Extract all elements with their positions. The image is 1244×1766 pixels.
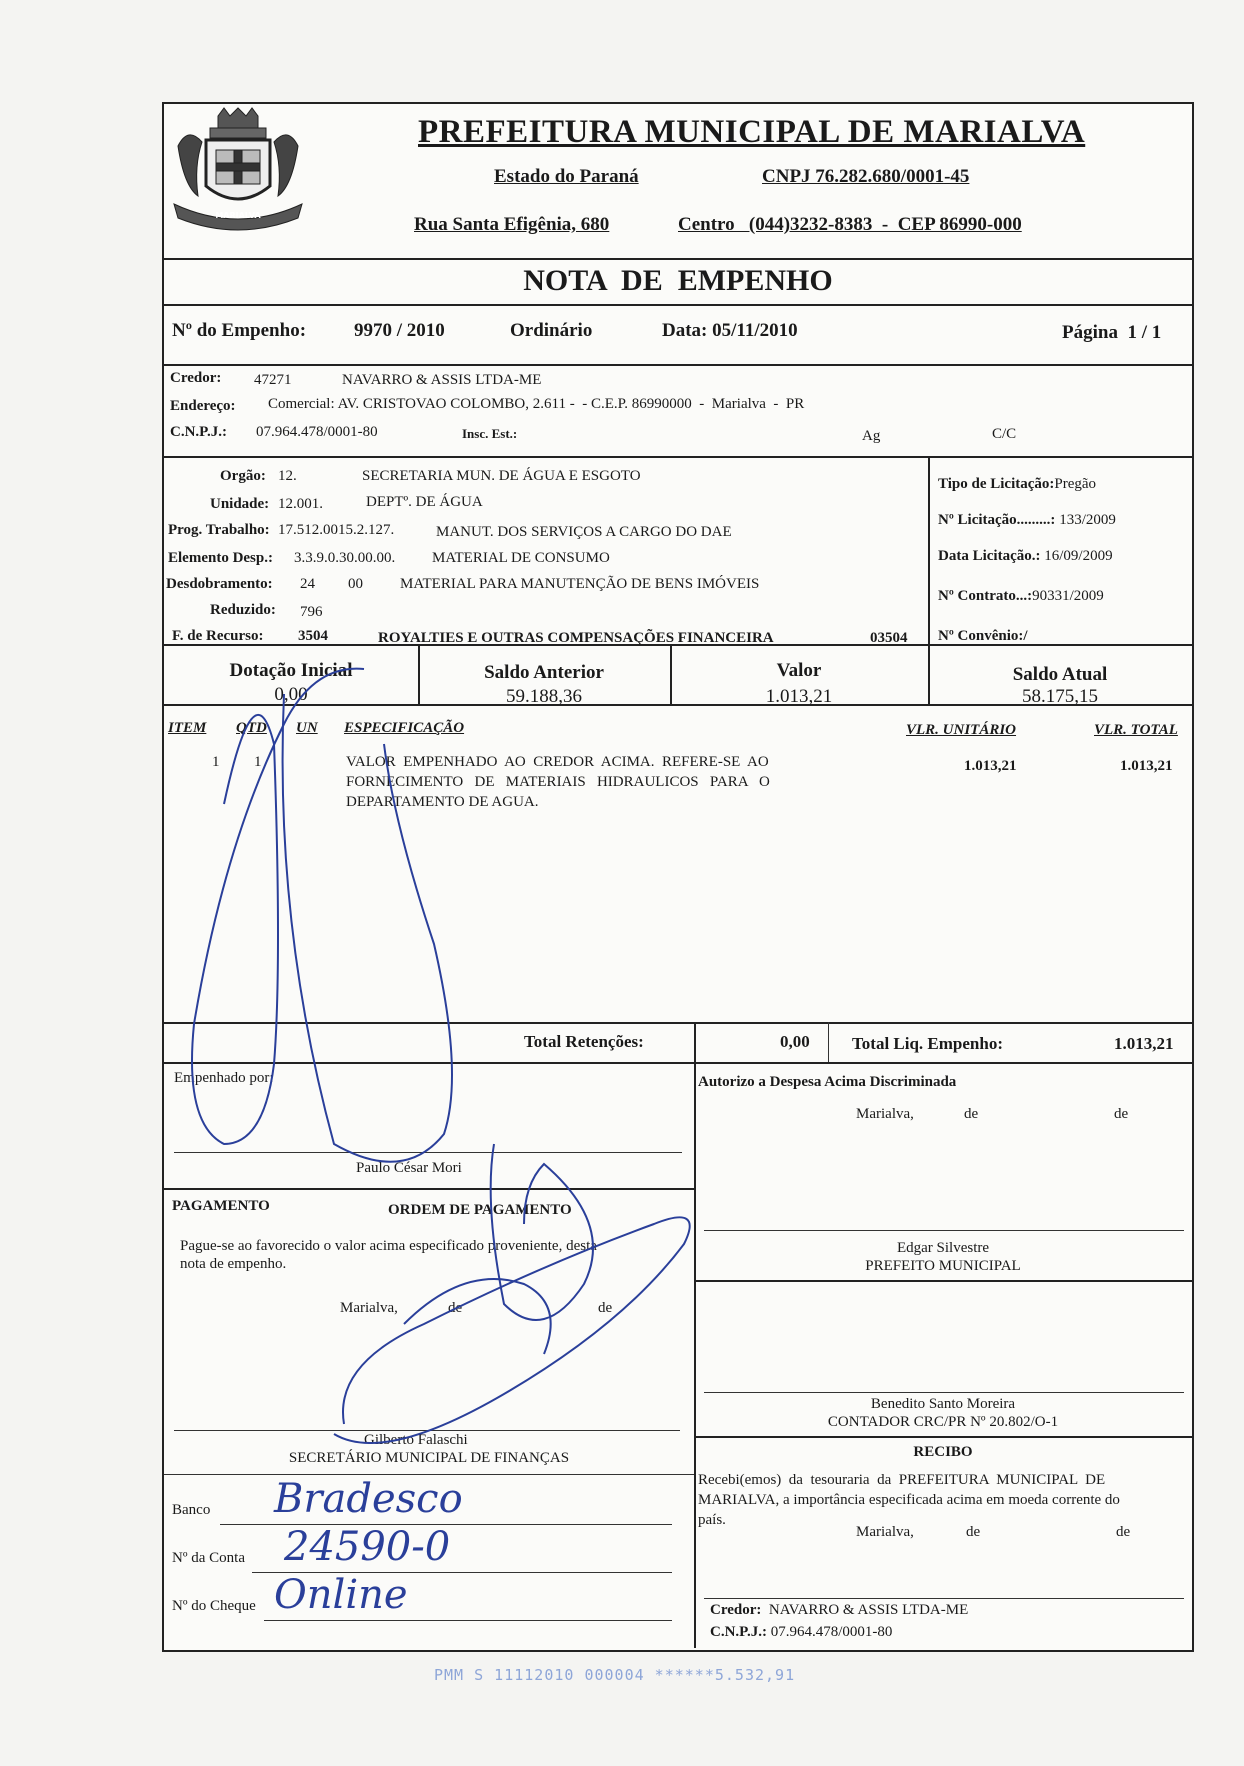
pagamento-de1: de [448,1300,463,1316]
fonte-recurso-code2: 03504 [870,630,908,646]
prefeito-role: PREFEITO MUNICIPAL [865,1258,1021,1274]
row-spec-line2: FORNECIMENTO DE MATERIAIS HIDRAULICOS PARA O [346,774,770,790]
orgao-code: 12. [278,468,297,484]
col-especificacao-header: ESPECIFICAÇÃO [344,720,465,736]
fonte-recurso-code: 3504 [298,628,328,644]
recibo-de2: de [1116,1524,1131,1540]
state-label: Estado do Paraná [494,166,639,187]
banco-handwritten: Bradesco [274,1476,463,1522]
row-vlr-unitario: 1.013,21 [964,758,1017,774]
elemento-desc: MATERIAL DE CONSUMO [432,550,610,566]
secretario-role: SECRETÁRIO MUNICIPAL DE FINANÇAS [288,1450,570,1466]
total-liquido-label: Total Liq. Empenho: [852,1034,1003,1053]
unidade-desc: DEPTº. DE ÁGUA [366,494,483,510]
endereco-label: Endereço: [170,398,236,414]
prog-trabalho-desc: MANUT. DOS SERVIÇOS A CARGO DO DAE [436,524,732,540]
numero-conta-label: Nº da Conta [172,1550,245,1566]
desdobramento-code: 24 [300,576,315,592]
autorizo-de1: de [964,1106,979,1122]
recibo-text-3: país. [698,1512,726,1528]
col-un-header: UN [296,720,318,736]
empenho-number-value: 9970 / 2010 [354,320,445,341]
orgao-label: Orgão: [220,468,266,484]
empenhado-por-label: Empenhado por: [174,1070,274,1086]
prefeito-name: Edgar Silvestre [896,1240,990,1256]
col-vlr-total-header: VLR. TOTAL [1094,722,1178,738]
cnpj-value: 07.964.478/0001-80 [256,424,378,440]
processing-stamp: PMM S 11112010 000004 ******5.532,91 [434,1666,796,1684]
ordem-pagamento-label: ORDEM DE PAGAMENTO [388,1202,572,1218]
dotacao-inicial-value: 0,00 [274,684,308,705]
row-item: 1 [212,754,220,770]
saldo-atual-label: Saldo Atual [1012,664,1108,685]
valor-label: Valor [776,660,822,681]
nota-de-empenho-form [162,102,1194,1652]
desdobramento-sub: 00 [348,576,363,592]
pagamento-text-2: nota de empenho. [180,1256,287,1272]
orgao-desc: SECRETARIA MUN. DE ÁGUA E ESGOTO [362,468,641,484]
pagamento-label: PAGAMENTO [172,1198,270,1214]
total-retencoes-label: Total Retenções: [524,1032,644,1051]
numero-cheque-label: Nº do Cheque [172,1598,256,1614]
row-qtd: 1 [254,754,262,770]
signature-strokes [164,104,1192,1650]
contact-line: Centro (044)3232-8383 - CEP 86990-000 [678,214,1022,235]
dotacao-inicial-label: Dotação Inicial [229,660,353,681]
row-spec-line3: DEPARTAMENTO DE AGUA. [346,794,539,810]
col-qtd-header: QTD [236,720,267,736]
secretario-name: Gilberto Falaschi [364,1432,468,1448]
cnpj-label: C.N.P.J.: [170,424,227,440]
data-licitacao: Data Licitação.: 16/09/2009 [938,548,1113,564]
cheque-handwritten: Online [274,1572,408,1618]
total-retencoes-value: 0,00 [780,1032,810,1051]
autorizo-place: Marialva, [856,1106,914,1122]
svg-text:MARIALVA: MARIALVA [215,211,261,220]
saldo-anterior-value: 59.188,36 [506,686,582,707]
fonte-recurso-desc: ROYALTIES E OUTRAS COMPENSAÇÕES FINANCEIRA [378,630,774,646]
prog-trabalho-label: Prog. Trabalho: [168,522,270,538]
recibo-de1: de [966,1524,981,1540]
prog-trabalho-code: 17.512.0015.2.127. [278,522,395,538]
desdobramento-label: Desdobramento: [166,576,273,592]
contador-name: Benedito Santo Moreira [870,1396,1016,1412]
pagamento-place: Marialva, [340,1300,398,1316]
page-number: Página 1 / 1 [1062,322,1162,343]
credor-code: 47271 [254,372,292,388]
valor-value: 1.013,21 [765,686,833,707]
credor-name: NAVARRO & ASSIS LTDA-ME [342,372,542,388]
recibo-credor: Credor: NAVARRO & ASSIS LTDA-ME [710,1602,969,1618]
recibo-cnpj: C.N.P.J.: 07.964.478/0001-80 [710,1624,893,1640]
reduzido-value: 796 [300,604,323,620]
reduzido-label: Reduzido: [210,602,276,618]
recibo-text-2: MARIALVA, a importância especificada acima em moeda corrente do [698,1492,1120,1508]
empenho-number-label: Nº do Empenho: [172,320,307,341]
banco-label: Banco [172,1502,211,1518]
pagamento-text-1: Pague-se ao favorecido o valor acima especificado proveniente, desta [180,1238,597,1254]
row-vlr-total: 1.013,21 [1120,758,1173,774]
desdobramento-desc: MATERIAL PARA MANUTENÇÃO DE BENS IMÓVEIS [400,576,760,592]
empenho-date: Data: 05/11/2010 [662,320,798,341]
conta-handwritten: 24590-0 [284,1524,451,1570]
elemento-label: Elemento Desp.: [168,550,273,566]
fonte-recurso-label: F. de Recurso: [172,628,264,644]
tipo-licitacao: Tipo de Licitação:Pregão [938,476,1097,492]
pagamento-de2: de [598,1300,613,1316]
autorizo-de2: de [1114,1106,1129,1122]
street-address: Rua Santa Efigênia, 680 [414,214,610,235]
conta-corrente-label: C/C [992,426,1017,442]
elemento-code: 3.3.9.0.30.00.00. [294,550,396,566]
recibo-title: RECIBO [913,1444,973,1460]
credor-label: Credor: [170,370,222,386]
endereco-value: Comercial: AV. CRISTOVAO COLOMBO, 2.611 - - C.E.P. 86990000 - Marialva - PR [268,396,805,412]
numero-contrato: Nº Contrato...:90331/2009 [938,588,1104,604]
municipality-title: PREFEITURA MUNICIPAL DE MARIALVA [418,114,1086,150]
recibo-text-1: Recebi(emos) da tesouraria da PREFEITURA MUNICIPAL DE [698,1472,1106,1488]
document-title: NOTA DE EMPENHO [523,264,833,297]
empenho-type: Ordinário [510,320,593,341]
saldo-atual-value: 58.175,15 [1022,686,1098,707]
recibo-place: Marialva, [856,1524,914,1540]
unidade-label: Unidade: [210,496,270,512]
numero-licitacao: Nº Licitação.........: 133/2009 [938,512,1116,528]
numero-convenio: Nº Convênio:/ [938,628,1028,644]
agencia-label: Ag [862,428,881,444]
col-vlr-unitario-header: VLR. UNITÁRIO [906,722,1017,738]
cnpj-header: CNPJ 76.282.680/0001-45 [762,166,970,187]
contador-role: CONTADOR CRC/PR Nº 20.802/O-1 [827,1414,1059,1430]
row-spec-line1: VALOR EMPENHADO AO CREDOR ACIMA. REFERE-SE AO [346,754,769,770]
insc-est-label: Insc. Est.: [462,426,518,441]
total-liquido-value: 1.013,21 [1114,1034,1174,1053]
saldo-anterior-label: Saldo Anterior [484,662,604,683]
autorizo-label: Autorizo a Despesa Acima Discriminada [698,1074,957,1090]
empenhado-signer: Paulo César Mori [356,1160,462,1176]
unidade-code: 12.001. [278,496,323,512]
col-item-header: ITEM [168,720,207,736]
